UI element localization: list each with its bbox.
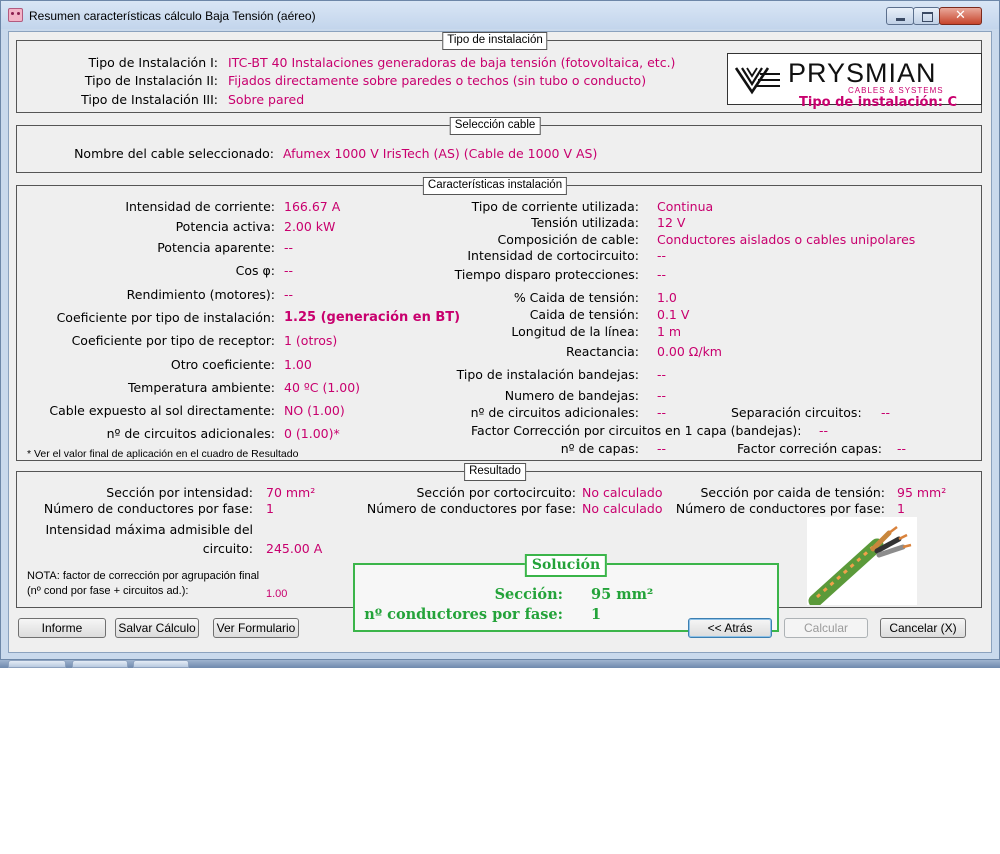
composicion-cable-value: Conductores aislados o cables unipolares [657,232,916,247]
cos-phi-label: Cos φ: [235,263,275,278]
factor-correccion-bandejas-label: Factor Corrección por circuitos en 1 capa (bandejas): [471,423,802,438]
solucion-title: Solución [525,554,607,577]
seccion-caida-tension-value: 95 mm² [897,485,947,500]
factor-correcion-capas-label: Factor correción capas: [737,441,882,456]
num-conductores-caida-value: 1 [897,501,905,516]
cable-seleccionado-value: Afumex 1000 V IrisTech (AS) (Cable de 1000 V AS) [283,146,598,161]
solucion-conductores-label: nº conductores por fase: [364,606,563,623]
separacion-circuitos-value: -- [881,405,891,420]
numero-bandejas-value: -- [657,388,667,403]
caida-tension-value: 0.1 V [657,307,690,322]
caracteristicas-legend: Características instalación [423,177,567,195]
seleccion-cable-group [16,119,982,173]
nota-line-1: NOTA: factor de corrección por agrupación final [27,570,260,582]
solucion-seccion-label: Sección: [494,586,563,603]
seccion-cortocircuito-value: No calculado [582,485,663,500]
tension-utilizada-label: Tensión utilizada: [531,215,639,230]
cable-seleccionado-label: Nombre del cable seleccionado: [74,146,274,161]
ver-formulario-button[interactable]: Ver Formulario [213,618,299,638]
numero-capas-label: nº de capas: [560,441,639,456]
potencia-aparente-label: Potencia aparente: [157,240,275,255]
potencia-activa-value: 2.00 kW [284,219,336,234]
taskbar-item-1[interactable] [8,660,66,668]
prysmian-logo-subtext: CABLES & SYSTEMS [848,86,944,95]
temperatura-ambiente-label: Temperatura ambiente: [127,380,275,395]
potencia-activa-label: Potencia activa: [175,219,275,234]
num-conductores-cortocircuito-value: No calculado [582,501,663,516]
seccion-cortocircuito-label: Sección por cortocircuito: [416,485,576,500]
minimize-button[interactable] [886,7,914,25]
tipo-instalacion-bandejas-value: -- [657,367,667,382]
intensidad-maxima-value: 245.00 A [266,541,323,556]
title-bar[interactable] [1,1,999,29]
seccion-caida-tension-label: Sección por caida de tensión: [700,485,885,500]
tiempo-disparo-label: Tiempo disparo protecciones: [454,267,639,282]
prysmian-logo-text: PRYSMIAN [788,58,937,88]
resultado-group [16,465,982,623]
intensidad-cortocircuito-value: -- [657,248,667,263]
num-conductores-intensidad-value: 1 [266,501,274,516]
app-icon [8,8,23,22]
num-conductores-caida-label: Número de conductores por fase: [675,501,885,516]
seccion-intensidad-value: 70 mm² [266,485,316,500]
taskbar-item-3[interactable] [133,660,189,668]
seccion-intensidad-label: Sección por intensidad: [106,485,253,500]
porcentaje-caida-tension-label: % Caida de tensión: [513,290,639,305]
tiempo-disparo-value: -- [657,267,667,282]
otro-coeficiente-label: Otro coeficiente: [170,357,275,372]
caida-tension-label: Caida de tensión: [529,307,639,322]
informe-button[interactable]: Informe [18,618,106,638]
close-button[interactable] [939,7,982,25]
circuitos-adicionales-left-label: nº de circuitos adicionales: [106,426,275,441]
nota-value: 1.00 [266,588,288,600]
intensidad-maxima-label-2: circuito: [202,541,253,556]
factor-correcion-capas-value: -- [897,441,907,456]
tipo-instalacion-1-label: Tipo de Instalación I: [88,55,218,70]
circuitos-adicionales-left-value: 0 (1.00)* [284,426,340,441]
nota-line-2: (nº cond por fase + circuitos ad.): [27,585,189,597]
num-conductores-intensidad-label: Número de conductores por fase: [43,501,253,516]
coef-tipo-instalacion-value: 1.25 (generación en BT) [284,310,461,325]
intensidad-cortocircuito-label: Intensidad de cortocircuito: [467,248,639,263]
separacion-circuitos-label: Separación circuitos: [731,405,862,420]
rendimiento-value: -- [284,287,294,302]
circuitos-adicionales-right-value: -- [657,405,667,420]
tipo-instalacion-3-value: Sobre pared [228,92,305,107]
intensidad-maxima-label: Intensidad máxima admisible del [45,522,253,537]
intensidad-corriente-label: Intensidad de corriente: [125,199,275,214]
footnote: * Ver el valor final de aplicación en el cuadro de Resultado [27,448,299,460]
salvar-calculo-button[interactable]: Salvar Cálculo [115,618,199,638]
tipo-instalacion-c: Tipo de instalación: C [799,95,958,110]
tipo-instalacion-bandejas-label: Tipo de instalación bandejas: [456,367,639,382]
calcular-button[interactable]: Calcular [784,618,868,638]
taskbar [0,660,1000,668]
tipo-instalacion-2-value: Fijados directamente sobre paredes o techos (sin tubo o conducto) [228,73,647,88]
caracteristicas-group [16,179,982,461]
solucion-seccion-value: 95 mm² [591,586,654,603]
coef-tipo-instalacion-label: Coeficiente por tipo de instalación: [56,310,275,325]
longitud-linea-label: Longitud de la línea: [511,324,639,339]
tipo-instalacion-2-label: Tipo de Instalación II: [84,73,218,88]
client-area [8,31,992,653]
circuitos-adicionales-right-label: nº de circuitos adicionales: [470,405,639,420]
temperatura-ambiente-value: 40 ºC (1.00) [284,380,361,395]
cos-phi-value: -- [284,263,294,278]
numero-bandejas-label: Numero de bandejas: [504,388,639,403]
solucion-conductores-value: 1 [591,606,602,623]
potencia-aparente-value: -- [284,240,294,255]
porcentaje-caida-tension-value: 1.0 [657,290,677,305]
coef-tipo-receptor-label: Coeficiente por tipo de receptor: [71,333,275,348]
maximize-button[interactable] [913,7,940,25]
num-conductores-cortocircuito-label: Número de conductores por fase: [366,501,576,516]
tipo-instalacion-3-label: Tipo de Instalación III: [81,92,218,107]
coef-tipo-receptor-value: 1 (otros) [284,333,338,348]
cable-expuesto-sol-label: Cable expuesto al sol directamente: [49,403,275,418]
reactancia-value: 0.00 Ω/km [657,344,722,359]
rendimiento-label: Rendimiento (motores): [126,287,275,302]
numero-capas-value: -- [657,441,667,456]
otro-coeficiente-value: 1.00 [284,357,312,372]
reactancia-label: Reactancia: [565,344,639,359]
cable-expuesto-sol-value: NO (1.00) [284,403,345,418]
tipo-corriente-value: Continua [657,199,714,214]
prysmian-logo-icon [734,64,782,98]
tipo-corriente-label: Tipo de corriente utilizada: [471,199,639,214]
cable-image-icon [807,517,917,605]
atras-button[interactable]: << Atrás [688,618,772,638]
seleccion-cable-legend: Selección cable [450,117,541,135]
tension-utilizada-value: 12 V [657,215,686,230]
cancelar-button[interactable]: Cancelar (X) [880,618,966,638]
composicion-cable-label: Composición de cable: [497,232,639,247]
factor-correccion-bandejas-value: -- [819,423,829,438]
longitud-linea-value: 1 m [657,324,682,339]
tipo-instalacion-group [16,34,982,113]
window-title: Resumen características cálculo Baja Tensión (aéreo) [29,9,316,23]
taskbar-item-2[interactable] [72,660,128,668]
tipo-instalacion-legend: Tipo de instalación [442,32,547,50]
tipo-instalacion-1-value: ITC-BT 40 Instalaciones generadoras de baja tensión (fotovoltaica, etc.) [228,55,676,70]
resultado-legend: Resultado [464,463,526,481]
intensidad-corriente-value: 166.67 A [284,199,341,214]
